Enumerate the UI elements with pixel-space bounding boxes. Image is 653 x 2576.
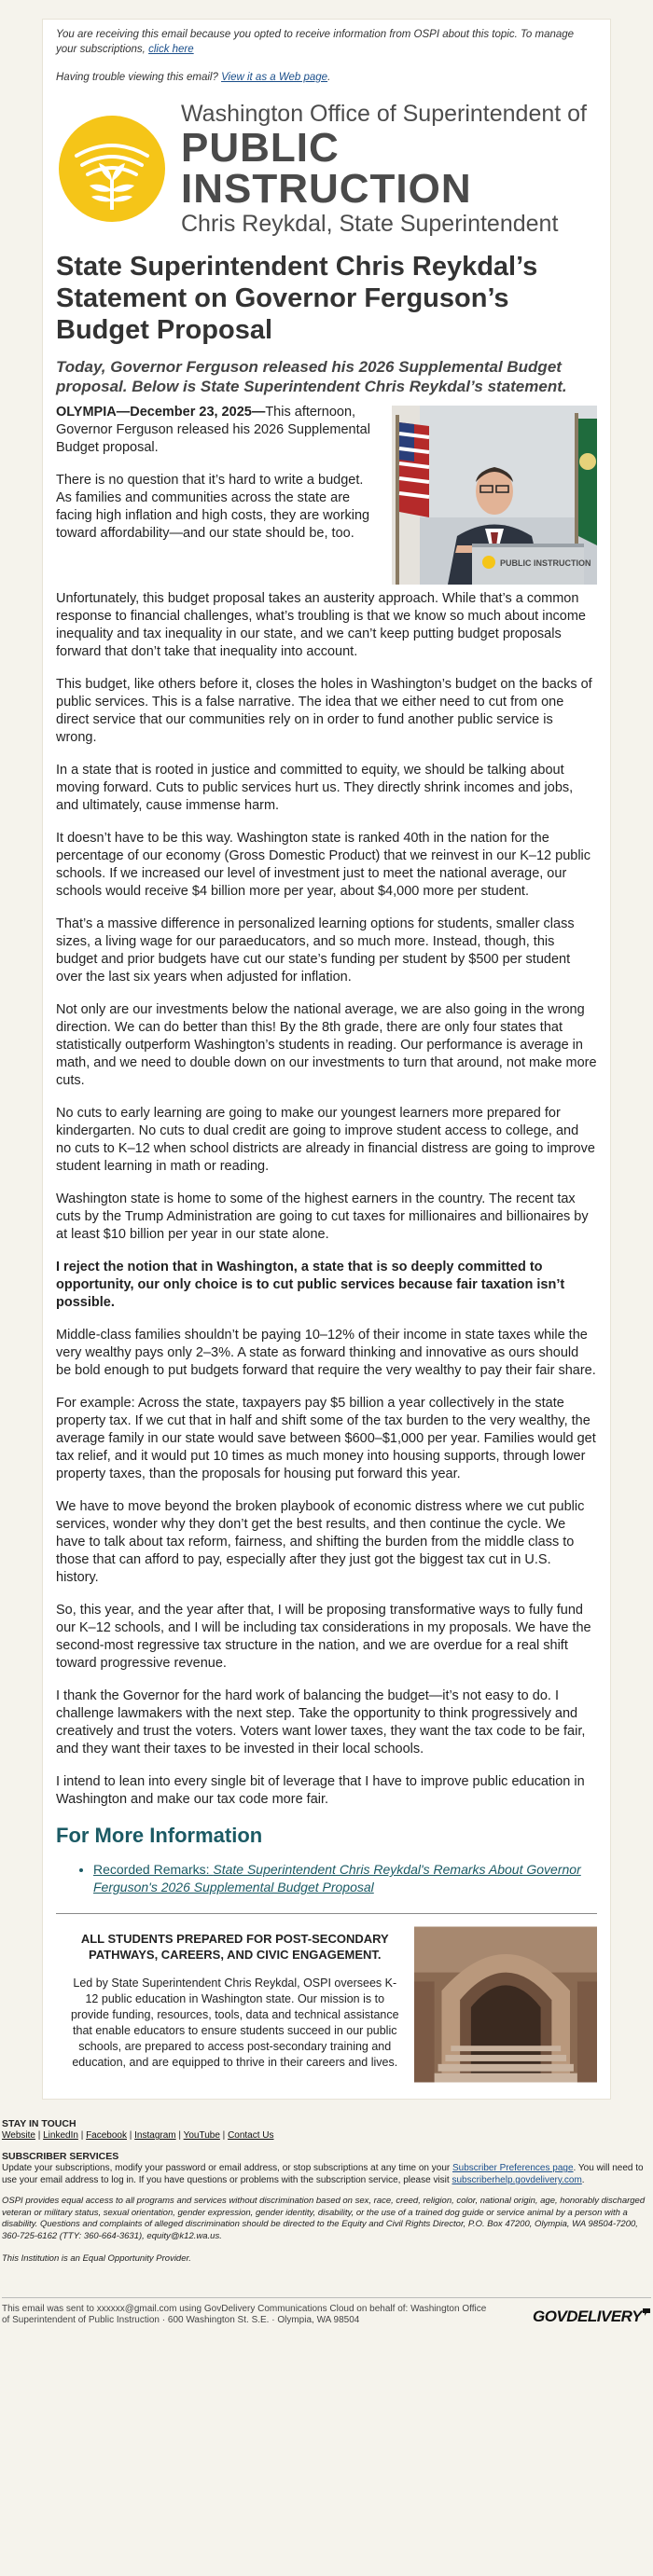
article-lead bbox=[56, 404, 597, 590]
web-view-notice: Having trouble viewing this email? View it as a Web page. bbox=[56, 72, 331, 83]
superintendent-podium-photo bbox=[392, 406, 597, 585]
email-card bbox=[42, 19, 611, 2100]
article-title: State Superintendent Chris Reykdal’s Statement on Governor Ferguson’s Budget Proposal bbox=[56, 252, 538, 345]
article-subtitle: Today, Governor Ferguson released his 2026 Supplemental Budget proposal. Below is State Superintendent Chris Reykdal’s statement. bbox=[56, 358, 567, 395]
contact-us-link[interactable]: Contact Us bbox=[228, 2130, 274, 2141]
more-info-heading: For More Information bbox=[56, 1824, 263, 1847]
article-paragraph: For example: Across the state, taxpayers pay $5 billion a year collectively in the state property tax. If we cut that in half and shift some of the tax burden to the very wealthy, the average family in our state would save between $600–$1,000 per year. Families would get tax relief, and it would put 10 times as much money into housing supports, through lower property taxes, than the proposals for housing put forward this year. bbox=[56, 1396, 596, 1481]
mission-heading: ALL STUDENTS PREPARED FOR POST-SECONDARY PATHWAYS, CAREERS, AND CIVIC ENGAGEMENT. bbox=[80, 1932, 389, 1962]
recorded-remarks-link[interactable]: Recorded Remarks: State Superintendent Chris Reykdal's Remarks About Governor Ferguson's 2026 Supplemental Budget Proposal bbox=[93, 1862, 581, 1894]
article-paragraph: I thank the Governor for the hard work of balancing the budget—it’s not easy to do. I challenge lawmakers with the next step. Take the opportunity to think progressively and creatively and trust the voters. Voters want lower taxes, they want the tax code to be fair, and they want their taxes to be invested in their local schools. bbox=[56, 1688, 586, 1756]
subscription-notice: You are receiving this email because you opted to receive information from OSPI about this topic. To manage your subscriptions, click here bbox=[56, 29, 575, 55]
equal-access-statement: OSPI provides equal access to all programs and services without discrimination based on sex, race, creed, religion, color, national origin, age, honorably discharged veteran or military status, sexual orientation, gender expression, gender identity, disability, or the use of a trained dog guide or service animal by a person with a disability. Questions and complaints of alleged discrimination should be directed to the Equity and Civil Rights Director, P.O. Box 47200, Olympia, WA 98504-7200, 360-725-6162 (TTY: 360-664-3631), equity@k12.wa.us. bbox=[2, 2196, 646, 2241]
instagram-link[interactable]: Instagram bbox=[134, 2130, 176, 2141]
logo-wordmark bbox=[181, 100, 597, 238]
stay-in-touch-heading: STAY IN TOUCH bbox=[2, 2118, 76, 2129]
article-paragraph: No cuts to early learning are going to make our youngest learners more prepared for kindergarten. No cuts to dual credit are going to improve student access to college, and no cuts to K–12 when school districts are already in financial distress are going to improve student learning in math or reading. bbox=[56, 1106, 595, 1174]
speech-bubble-icon bbox=[642, 2307, 651, 2317]
article-paragraph: In a state that is rooted in justice and committed to equity, we should be talking about moving forward. Cuts to public services hurt us. They directly shrink incomes and jobs, and ultimately, cause immense harm. bbox=[56, 763, 574, 813]
article-paragraph: It doesn’t have to be this way. Washington state is ranked 40th in the nation for the percentage of our economy (Gross Domestic Product) that we reinvest in our K–12 public schools. If we increased our level of investment just to meet the national average, our schools would receive $4 billion more per year, about $4,000 more per student. bbox=[56, 831, 591, 899]
subscriber-preferences-link[interactable]: Subscriber Preferences page bbox=[452, 2163, 574, 2173]
article-paragraph: This budget, like others before it, closes the holes in Washington’s budget on the backs of public services. This is a false narrative. The idea that we either need to cut from one direct service that our communities rely on in order to fund another public service is wrong. bbox=[56, 677, 592, 745]
manage-subscriptions-link[interactable]: click here bbox=[148, 44, 194, 55]
sent-to-notice: This email was sent to xxxxxx@gmail.com using GovDelivery Communications Cloud on behalf of: Washington Office of Superintendent of Public Instruction · 600 Washington St. S.E. · Olympia, WA 98504 bbox=[2, 2303, 487, 2325]
view-as-web-page-link[interactable]: View it as a Web page bbox=[221, 72, 328, 83]
article-paragraph: There is no question that it’s hard to write a budget. As families and communities across the state are facing high inflation and high costs, they are working toward affordability—and our state should be, too. bbox=[56, 473, 370, 541]
delivery-footer bbox=[2, 2297, 651, 2326]
logo-line-office: Washington Office of Superintendent of bbox=[181, 101, 587, 127]
dateline: OLYMPIA—December 23, 2025— bbox=[56, 405, 266, 420]
article-paragraph: That’s a massive difference in personalized learning options for students, smaller class sizes, a living wage for our paraeducators, and so much more. Instead, though, this budget and prior budgets have cut our state’s funding per student by $500 per student over the last six years when adjusted for inflation. bbox=[56, 916, 575, 985]
article-paragraph: I intend to lean into every single bit of leverage that I have to improve public education in Washington and make our tax code more fair. bbox=[56, 1774, 585, 1807]
mission-text bbox=[56, 1925, 414, 2084]
list-item bbox=[93, 1861, 597, 1896]
preheader bbox=[56, 27, 597, 85]
more-info-list bbox=[56, 1861, 597, 1896]
subscriber-help-link[interactable]: subscriberhelp.govdelivery.com bbox=[452, 2175, 582, 2185]
article-paragraph: So, this year, and the year after that, I will be proposing transformative ways to fully fund our K–12 schools, and I will be including tax considerations in my proposals. We have the second-most regressive tax structure in the nation, and we are overdue for a real shift toward progressive revenue. bbox=[56, 1603, 591, 1671]
youtube-link[interactable]: YouTube bbox=[183, 2130, 220, 2141]
article-paragraph: Washington state is home to some of the highest earners in the country. The recent tax cuts by the Trump Administration are going to cut taxes for millionaires and billionaires by at least $10 billion per year in our state alone. bbox=[56, 1192, 589, 1242]
logo-line-superintendent: Chris Reykdal, State Superintendent bbox=[181, 211, 559, 237]
lead-paragraph: OLYMPIA—December 23, 2025—This afternoon, Governor Ferguson released his 2026 Supplemental Budget proposal. bbox=[56, 405, 370, 455]
article-paragraph: Unfortunately, this budget proposal takes an austerity approach. While that’s a common response to financial challenges, what’s troubling is that we know so much about income inequality and tax inequality in our state, and we can’t keep putting budget proposals forward that don’t take that inequality into account. bbox=[56, 591, 586, 659]
subscriber-services-text: Update your subscriptions, modify your password or email address, or stop subscriptions at any time on your Subscriber Preferences page. You will need to use your email address to log in. If you have questions or problems with the subscription service, please visit subscriberhelp.govdelivery.com. bbox=[2, 2163, 644, 2185]
mission-body: Led by State Superintendent Chris Reykdal, OSPI oversees K-12 public education in Washington state. Our mission is to provide funding, resources, tools, data and technical assistance that enable educators to ensure students succeed in our public schools, are prepared to access post-secondary training and education, and are equipped to thrive in their careers and lives. bbox=[70, 1977, 399, 2069]
sunrise-logo-icon bbox=[56, 113, 168, 225]
article-paragraph: Not only are our investments below the national average, we are also going in the wrong direction. We can do better than this! By the 8th grade, there are only four states that statistically outperform Washington’s students in reading. Our performance is average in math, and we need to double down on our investments to turn that around, not make more cuts. bbox=[56, 1002, 597, 1088]
subscriber-services-heading: SUBSCRIBER SERVICES bbox=[2, 2151, 119, 2162]
linkedin-link[interactable]: LinkedIn bbox=[43, 2130, 78, 2141]
ospi-logo[interactable] bbox=[56, 100, 597, 238]
website-link[interactable]: Website bbox=[2, 2130, 35, 2141]
bold-statement: I reject the notion that in Washington, a state that is so deeply committed to opportunity, our only choice is to cut public services because fair taxation isn’t possible. bbox=[56, 1260, 565, 1310]
facebook-link[interactable]: Facebook bbox=[86, 2130, 127, 2141]
article-paragraph: Middle-class families shouldn’t be paying 10–12% of their income in state taxes while the very wealthy pays only 2–3%. A state as forward thinking and innovative as ours should be bold enough to put budgets forward that require the very wealthy to pay their fair share. bbox=[56, 1328, 596, 1378]
mission-block bbox=[56, 1925, 597, 2084]
govdelivery-logo[interactable]: GOVDELIVERY bbox=[533, 2307, 651, 2326]
capitol-entrance-photo bbox=[414, 1925, 597, 2084]
equal-opportunity-provider: This Institution is an Equal Opportunity Provider. bbox=[2, 2253, 191, 2264]
article-paragraph: We have to move beyond the broken playbook of economic distress where we cut public services, wonder why they don’t get the best results, and then continue the cycle. We have to talk about tax reform, fairness, and shifting the burden from the middle class to those that can afford to pay, especially after they just got the biggest tax cut in U.S. history. bbox=[56, 1499, 585, 1585]
logo-line-public-instruction: PUBLIC INSTRUCTION bbox=[181, 125, 472, 212]
social-links: Website | LinkedIn | Facebook | Instagram | YouTube | Contact Us bbox=[2, 2130, 274, 2141]
email-footer bbox=[0, 2100, 653, 2326]
svg-text:PUBLIC INSTRUCTION: PUBLIC INSTRUCTION bbox=[500, 558, 591, 568]
section-divider bbox=[56, 1913, 597, 1914]
